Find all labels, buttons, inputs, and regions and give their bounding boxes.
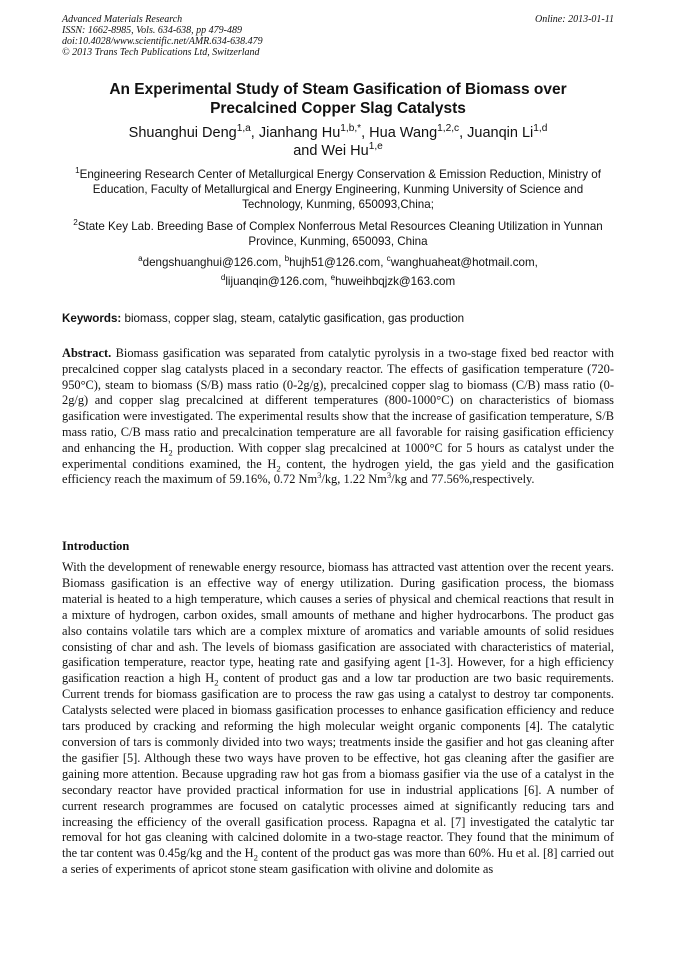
body-text: content of the product gas was more than 60%. Hu et al. [8] carried out a series of experiments of apricot stone steam gasification with olivine and dolomite as bbox=[62, 846, 614, 877]
body-text: With the development of renewable energy resource, biomass has attracted vast attention over the recent years. Biomass gasification is an effective way of energy utilization. During gasification process, the biomass material is heated to a high temperature, which causes a series of physical and chemical reactions that result in a mixture of hydrogen, carbon oxides, small amounts of methane and higher hydrocarbons. The product gas also contains volatile tars which are a complex mixture of aromatics and variable amounts of solid residues consisting of char and ash. The levels of biomass gasification are associated with characteristics of material, gasification temperature, reactor type, heating rate and gasifying agent [1-3]. However, for a high efficiency gasification reaction a high H bbox=[62, 560, 614, 686]
author-name: Juanqin Li bbox=[467, 125, 534, 141]
keywords bbox=[62, 311, 614, 326]
copyright-line: © 2013 Trans Tech Publications Ltd, Switzerland bbox=[62, 47, 260, 58]
subscript: 2 bbox=[276, 463, 281, 474]
affiliation-text: Engineering Research Center of Metallurgical Energy Conservation & Emission Reduction, Ministry of Education, Faculty of Metallurgical and Energy Engineering, Kunming University of Science and Technology, Kunming, 650093,China; bbox=[79, 168, 601, 211]
email-address: lijuanqin@126.com, bbox=[225, 275, 331, 288]
title-line-2: Precalcined Copper Slag Catalysts bbox=[210, 100, 466, 117]
author-affiliation-marker: 1,e bbox=[368, 141, 383, 153]
author-line-1: Shuanghui Deng$^{1,a}$, Jianhang $Hu^{1,b,*}$, Hua Wang$^{1,2,c}$, Juanqin Li$^{1,d}$ bbox=[128, 123, 548, 141]
superscript: 3 bbox=[317, 470, 322, 481]
author-affiliation-marker: 1,a bbox=[236, 123, 251, 135]
author-line-2 bbox=[62, 142, 614, 160]
affiliation-text: State Key Lab. Breeding Base of Complex Nonferrous Metal Resources Cleaning Utilization in Yunnan Province, Kunming, 650093, China bbox=[77, 220, 603, 248]
title-line-1: An Experimental Study of Steam Gasification of Biomass over bbox=[109, 81, 567, 98]
subscript: 2 bbox=[253, 852, 258, 863]
affiliation-marker: 1 bbox=[75, 166, 80, 176]
email-line-1 bbox=[62, 255, 614, 270]
email-marker: e bbox=[330, 273, 336, 283]
paper-title bbox=[62, 80, 614, 118]
journal-name: Advanced Materials Research bbox=[62, 14, 183, 25]
email-address: dengshuanghui@126.com, bbox=[142, 256, 285, 269]
abstract-label: Abstract. bbox=[62, 346, 112, 360]
abstract-text: Biomass gasification was separated from catalytic pyrolysis in a two-stage fixed bed reactor with precalcined copper slag catalysts placed in a secondary reactor. The effects of gasification temperature (720-950°C), steam to biomass (S/B) mass ratio (0-2g/g), precalcined copper slag to biomass (C/B) mass ratio (0-2g/g) and copper slag precalcined at different temperatures (800-1000°C) on characteristics of biomass gasification were investigated. The experimental results show that the increase of gasification temperature, S/B mass ratio, C/B mass ratio and precalcination temperature are all favorable for raising gasification efficiency and enhancing the H bbox=[62, 346, 614, 455]
body-text: content of product gas and a low tar production are two basic requirements. Current trends for biomass gasification are to process the raw gas using a catalyst to destroy tar components. Catalysts selected were placed in biomass gasification processes to enhance gasification efficiency and reduce tars produced by cracking and reforming the high molecular weight organic components [4]. The catalytic conversion of tars is commonly divided into two ways; treatments inside the gasifier and hot gas cleaning after the gasifier [5]. Although these two ways have proven to be effective, hot gas cleaning after the gasifier are gaining more attention. Because upgrading raw hot gas from a biomass gasifier via the use of a catalyst in the secondary reactor have provided practical information for use in industrial applications [6]. A number of current research programmes are focused on catalytic processes aimed at significantly reducing tars and increasing the efficiency of the overall gasification process. Rapagna et al. [7] investigated the catalytic tar removal for hot gas cleaning with calcined dolomite in a two-stage reactor. They found that the minimum of the tar content was 0.45g/kg and the H bbox=[62, 671, 614, 861]
abstract-text: /kg, 1.22 Nm bbox=[321, 472, 387, 487]
online-date: Online: 2013-01-11 bbox=[535, 14, 614, 25]
journal-header bbox=[62, 14, 263, 58]
superscript: 3 bbox=[386, 470, 392, 481]
abstract-text: production. With copper slag precalcined at 1000°C for 5 hours as catalyst under the experimental conditions examined, the H bbox=[62, 440, 614, 471]
introduction-body bbox=[62, 560, 614, 878]
email-marker: b bbox=[284, 254, 290, 264]
author-affiliation-marker: 1,d bbox=[533, 123, 548, 135]
issn-line: ISSN: 1662-8985, Vols. 634-638, pp 479-489 bbox=[62, 25, 242, 36]
subscript: 2 bbox=[214, 677, 219, 688]
author-name: and Wei Hu bbox=[293, 143, 369, 159]
email-address: wanghuaheat@hotmail.com, bbox=[390, 256, 538, 269]
abstract bbox=[62, 346, 614, 488]
email-marker: a bbox=[138, 254, 143, 264]
email-marker: d bbox=[220, 273, 226, 283]
abstract-text: /kg and 77.56%,respectively. bbox=[391, 472, 535, 487]
email-line-2 bbox=[62, 274, 614, 289]
subscript: 2 bbox=[168, 447, 173, 458]
section-heading: Introduction bbox=[62, 539, 130, 553]
email-marker: c bbox=[386, 254, 391, 264]
keywords-label: Keywords: bbox=[62, 312, 122, 325]
author-affiliation-marker: 1,2,c bbox=[437, 123, 460, 135]
author-affiliation-marker: 1,b,* bbox=[340, 123, 362, 135]
email-address: hujh51@126.com, bbox=[289, 256, 387, 269]
author-name: Hua Wang bbox=[369, 125, 438, 141]
email-address: huweihbqjzk@163.com bbox=[335, 275, 456, 288]
author-name: Jianhang Hu bbox=[258, 125, 341, 141]
affiliation-marker: 2 bbox=[73, 218, 78, 228]
author-list bbox=[62, 124, 614, 160]
doi-line: doi:10.4028/www.scientific.net/AMR.634-638.479 bbox=[62, 36, 263, 47]
affiliation-1 bbox=[62, 167, 614, 212]
author-name: Shuanghui Deng bbox=[128, 125, 237, 141]
keywords-text: biomass, copper slag, steam, catalytic gasification, gas production bbox=[121, 312, 465, 325]
abstract-text: content, the hydrogen yield, the gas yield and the gasification efficiency reach the maximum of 59.16%, 0.72 Nm bbox=[62, 456, 614, 487]
affiliation-2 bbox=[62, 219, 614, 249]
